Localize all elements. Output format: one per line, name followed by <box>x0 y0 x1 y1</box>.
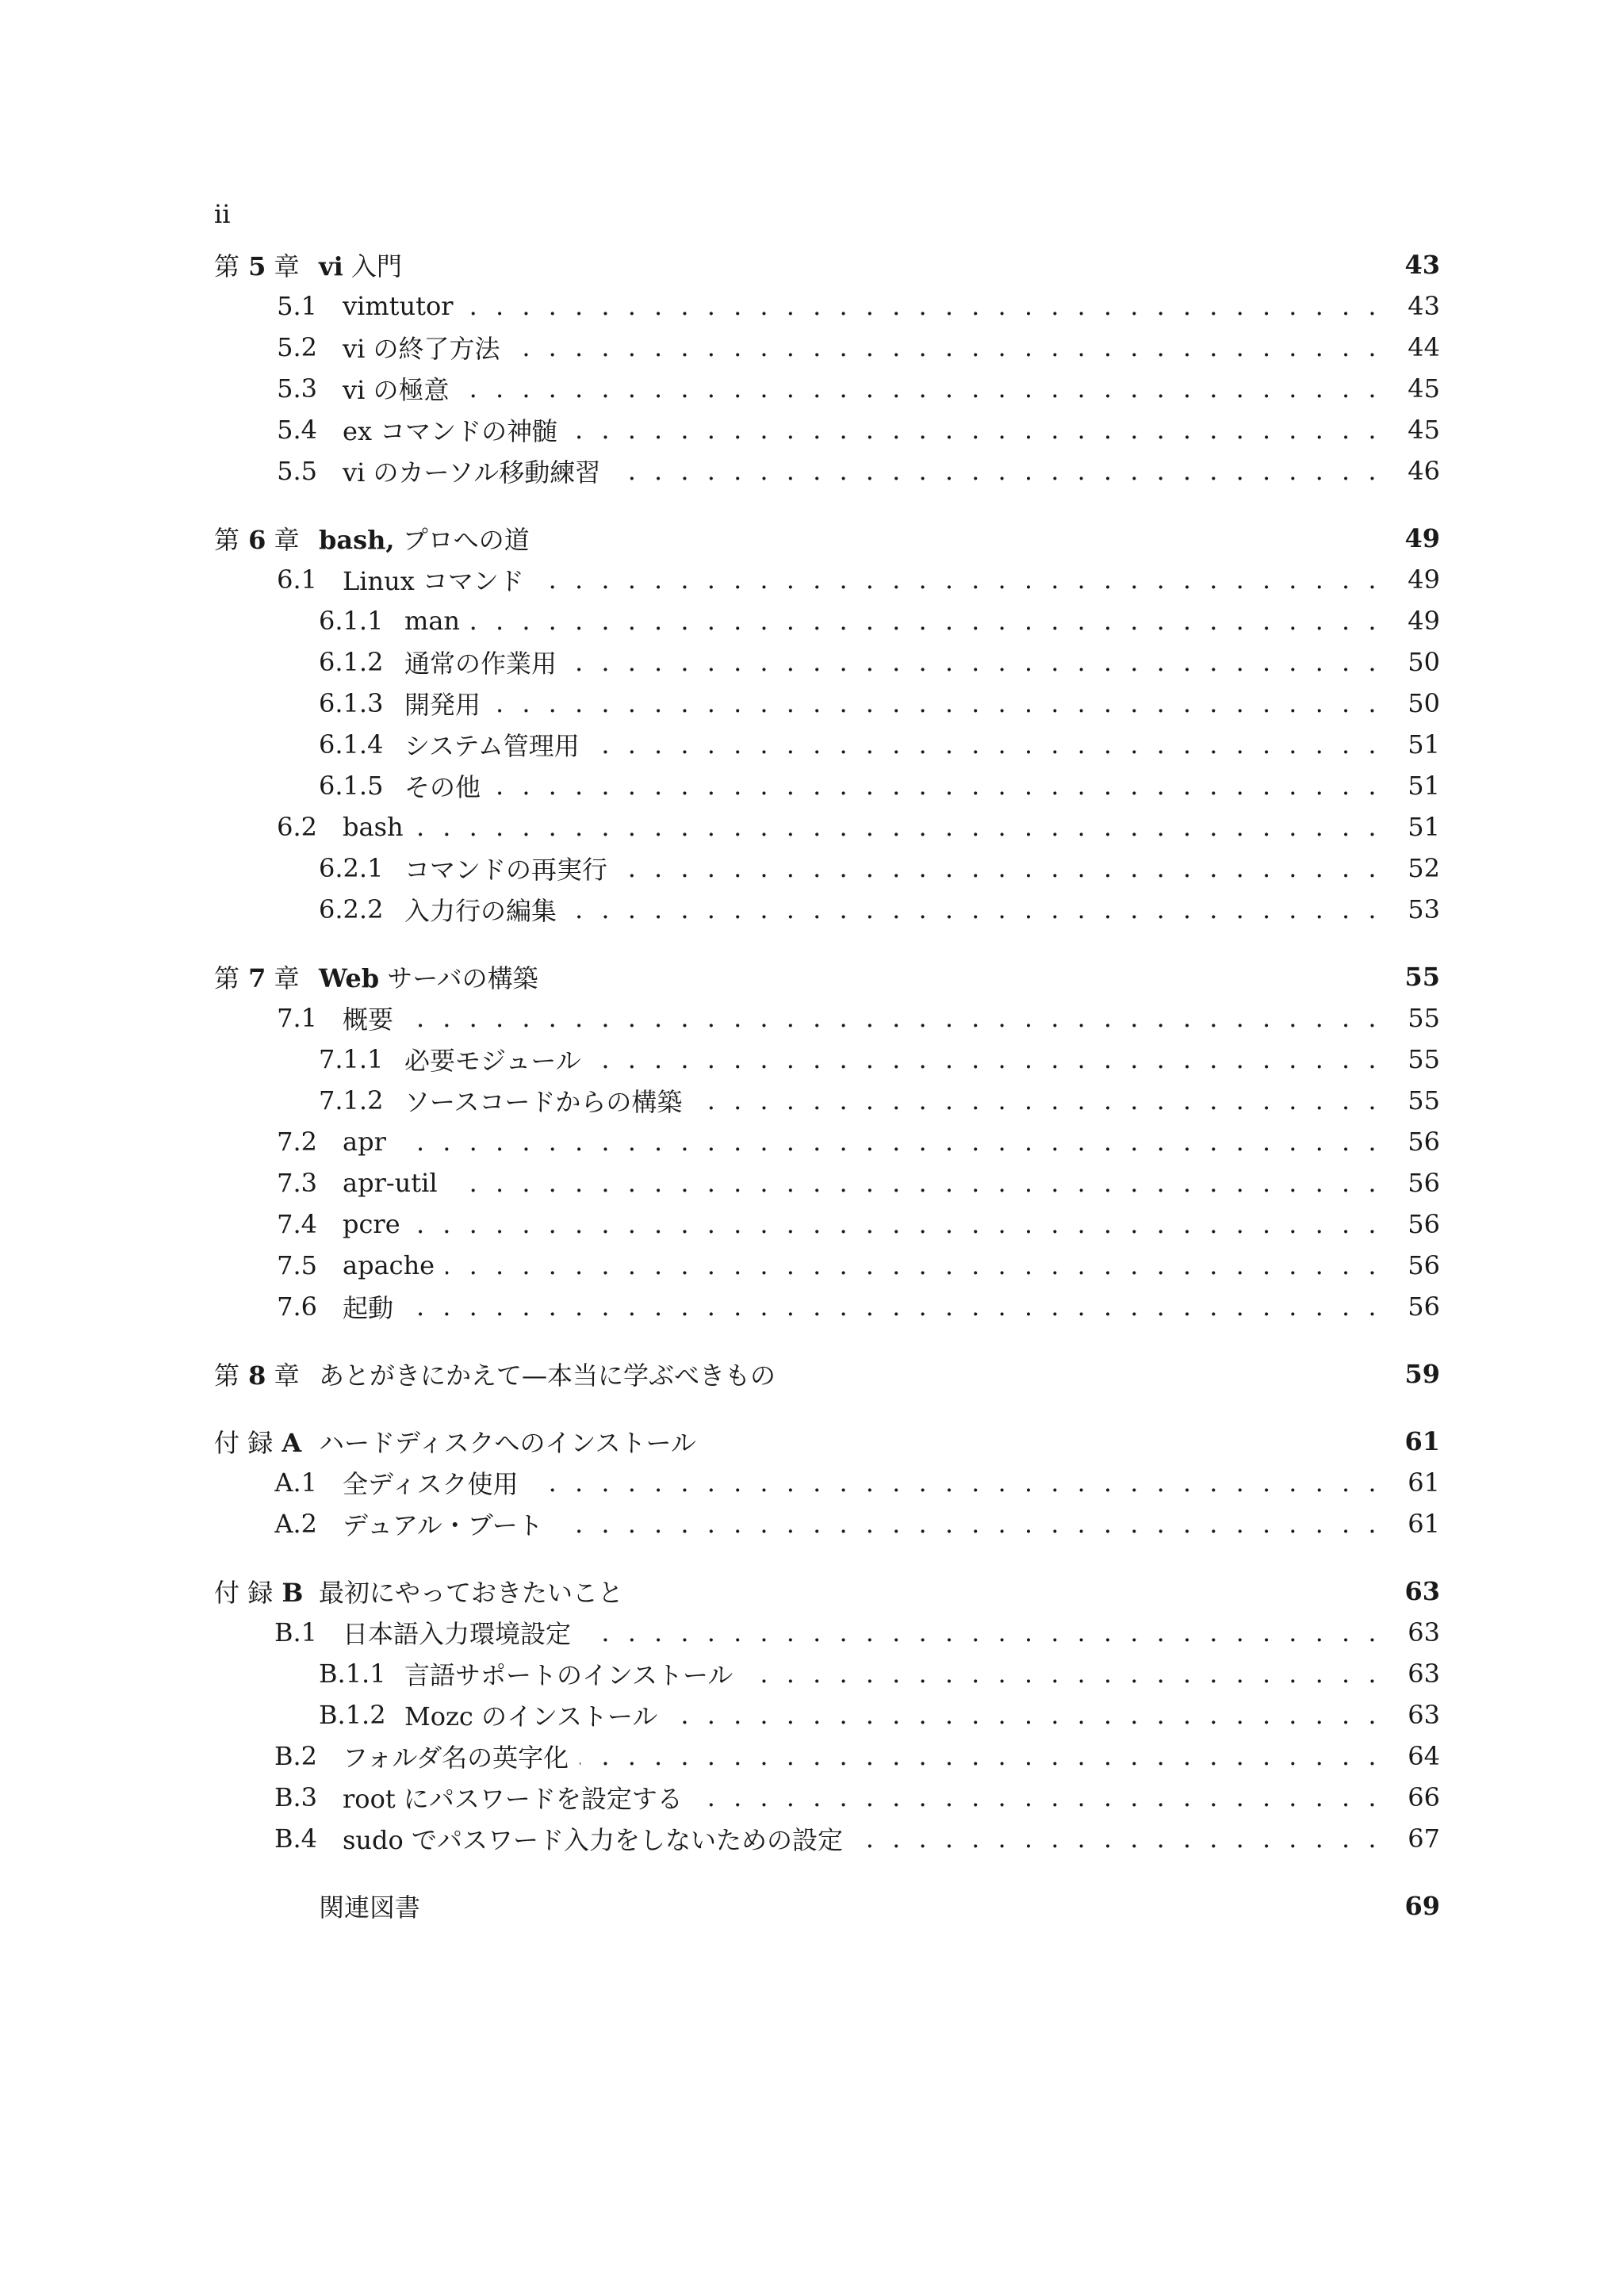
table-of-contents <box>214 244 1440 1927</box>
toc-page-number: 53 <box>1408 894 1440 924</box>
toc-section-row <box>214 1462 1440 1503</box>
toc-leader-dots <box>412 1208 1381 1240</box>
toc-entry-title: フォルダ名の英字化 <box>343 1743 569 1773</box>
toc-entry-title: 日本語入力環境設定 <box>343 1619 572 1649</box>
toc-leader-dots <box>446 1249 1381 1281</box>
toc-page-number: 44 <box>1408 332 1440 362</box>
toc-leader-dots <box>535 564 1381 595</box>
toc-entry-number: 6.1.2 <box>319 647 384 677</box>
toc-entry-number: 7.4 <box>277 1209 317 1239</box>
toc-section-row <box>214 1162 1440 1203</box>
toc-entry-title: vi 入門 <box>319 251 402 281</box>
toc-entry-title: Mozc のインストール <box>404 1701 658 1732</box>
toc-section-row <box>214 997 1440 1039</box>
toc-leader-dots <box>529 1467 1381 1498</box>
toc-page-number: 43 <box>1408 291 1440 321</box>
toc-entry-number: 5.1 <box>277 291 317 321</box>
toc-entry-number: 7.5 <box>277 1250 317 1280</box>
toc-section-row <box>214 559 1440 600</box>
toc-leader-dots <box>554 1508 1381 1540</box>
toc-leader-dots <box>580 1740 1381 1772</box>
toc-page-number: 55 <box>1404 962 1440 992</box>
toc-entry-number: 第 8 章 <box>214 1360 300 1391</box>
toc-entry-number: A.1 <box>274 1468 317 1498</box>
toc-subsection-row <box>214 1080 1440 1121</box>
toc-entry-title: ソースコードからの構築 <box>404 1087 683 1117</box>
toc-entry-number: 7.1 <box>277 1003 317 1033</box>
toc-entry-title: vi の極意 <box>343 375 450 405</box>
toc-page-number: 66 <box>1408 1782 1440 1812</box>
toc-entry-title: sudo でパスワード入力をしないための設定 <box>343 1825 843 1855</box>
toc-page-number: 50 <box>1408 688 1440 718</box>
toc-page-number: 63 <box>1408 1700 1440 1730</box>
toc-leader-dots <box>611 455 1381 487</box>
toc-leader-dots <box>693 1085 1381 1116</box>
toc-entry-number: 第 6 章 <box>214 525 300 555</box>
toc-leader-dots <box>511 331 1382 363</box>
toc-section-row <box>214 1203 1440 1245</box>
toc-section-row <box>214 1503 1440 1544</box>
toc-entry-title: 関連図書 <box>319 1892 421 1923</box>
toc-page-number: 55 <box>1408 1085 1440 1115</box>
toc-section-row <box>214 1735 1440 1777</box>
toc-page-number: 49 <box>1408 606 1440 636</box>
toc-entry-title: コマンドの再実行 <box>404 855 608 885</box>
toc-leader-dots <box>449 1167 1381 1199</box>
toc-leader-dots <box>744 1658 1381 1689</box>
toc-page-number: 49 <box>1404 523 1440 553</box>
toc-page-number: 43 <box>1404 250 1440 280</box>
toc-entry-number: B.2 <box>274 1741 317 1771</box>
toc-entry-title: apr-util <box>343 1168 438 1198</box>
toc-subsection-row <box>214 1694 1440 1735</box>
toc-entry-number: 5.4 <box>277 415 317 445</box>
toc-leader-dots <box>592 1043 1381 1075</box>
toc-section-row <box>214 1818 1440 1859</box>
toc-entry-number: 7.2 <box>277 1127 317 1157</box>
toc-entry-title: bash, プロへの道 <box>319 525 530 555</box>
toc-entry-title: Linux コマンド <box>343 566 524 596</box>
toc-chapter-row <box>214 518 1440 559</box>
toc-page-number: 56 <box>1408 1168 1440 1198</box>
toc-section-row <box>214 1245 1440 1286</box>
toc-leader-dots <box>461 373 1382 404</box>
toc-page-number: 56 <box>1408 1250 1440 1280</box>
toc-subsection-row <box>214 848 1440 889</box>
toc-leader-dots <box>694 1781 1381 1813</box>
toc-entry-number: 6.2 <box>277 812 317 842</box>
toc-page-number: 63 <box>1404 1576 1440 1606</box>
toc-page-number: 61 <box>1404 1426 1440 1456</box>
toc-entry-number: 6.2.2 <box>319 894 384 924</box>
toc-entry-number: 6.1.4 <box>319 729 384 760</box>
toc-leader-dots <box>619 852 1381 884</box>
toc-leader-dots <box>471 605 1381 637</box>
toc-page-number: 61 <box>1408 1468 1440 1498</box>
toc-leader-dots <box>415 811 1381 843</box>
toc-page-number: 45 <box>1408 373 1440 404</box>
toc-entry-number: 6.2.1 <box>319 853 384 883</box>
toc-entry-title: vi の終了方法 <box>343 334 500 364</box>
toc-page-number: 59 <box>1404 1359 1440 1389</box>
toc-section-row <box>214 1286 1440 1327</box>
toc-entry-title: 概要 <box>343 1004 394 1035</box>
page-folio: ii <box>214 199 231 229</box>
toc-entry-title: その他 <box>404 772 481 802</box>
toc-entry-number: 6.1 <box>277 564 317 595</box>
toc-entry-title: 通常の作業用 <box>404 649 557 679</box>
toc-page-number: 56 <box>1408 1127 1440 1157</box>
toc-page-number: 64 <box>1408 1741 1440 1771</box>
toc-entry-title: 必要モジュール <box>404 1046 581 1076</box>
toc-page-number: 50 <box>1408 647 1440 677</box>
toc-entry-title: Web サーバの構築 <box>319 963 538 993</box>
toc-section-row <box>214 409 1440 450</box>
toc-entry-number: 第 5 章 <box>214 251 300 281</box>
toc-entry-title: vimtutor <box>343 291 454 321</box>
toc-leader-dots <box>569 414 1381 446</box>
toc-section-row <box>214 806 1440 848</box>
toc-chapter-row <box>214 1571 1440 1612</box>
toc-entry-title: man <box>404 606 461 636</box>
toc-entry-title: apr <box>343 1127 386 1157</box>
toc-entry-number: B.4 <box>274 1823 317 1854</box>
toc-page-number: 55 <box>1408 1044 1440 1074</box>
toc-entry-number: 7.6 <box>277 1292 317 1322</box>
toc-page-number: 63 <box>1408 1617 1440 1647</box>
toc-page-number: 51 <box>1408 812 1440 842</box>
toc-entry-number: B.1.1 <box>319 1659 386 1689</box>
toc-leader-dots <box>591 729 1381 760</box>
toc-subsection-row <box>214 641 1440 683</box>
toc-entry-title: 入力行の編集 <box>404 896 557 926</box>
toc-leader-dots <box>492 770 1381 802</box>
toc-entry-title: 言語サポートのインストール <box>404 1660 733 1690</box>
toc-section-row <box>214 368 1440 409</box>
toc-entry-number: 7.1.1 <box>319 1044 384 1074</box>
toc-leader-dots <box>568 646 1381 678</box>
toc-entry-number: 7.3 <box>277 1168 317 1198</box>
toc-page-number: 49 <box>1408 564 1440 595</box>
toc-entry-title: デュアル・ブート <box>343 1510 543 1540</box>
toc-section-row <box>214 285 1440 327</box>
toc-section-row <box>214 1612 1440 1653</box>
toc-chapter-row <box>214 956 1440 997</box>
toc-entry-number: 5.3 <box>277 373 317 404</box>
toc-entry-title: ex コマンドの神髄 <box>343 416 558 446</box>
toc-subsection-row <box>214 600 1440 641</box>
toc-chapter-row <box>214 1353 1440 1395</box>
toc-page-number: 52 <box>1408 853 1440 883</box>
toc-subsection-row <box>214 1039 1440 1080</box>
toc-entry-title: pcre <box>343 1209 400 1239</box>
toc-entry-number: B.1 <box>274 1617 317 1647</box>
toc-section-row <box>214 1777 1440 1818</box>
toc-page-number: 45 <box>1408 415 1440 445</box>
toc-entry-title: 開発用 <box>404 690 481 720</box>
toc-entry-number: 7.1.2 <box>319 1085 384 1115</box>
toc-entry-title: root にパスワードを設定する <box>343 1784 683 1814</box>
toc-entry-title: システム管理用 <box>404 731 580 761</box>
toc-entry-number: 付 録 B <box>214 1578 304 1608</box>
toc-entry-number: 第 7 章 <box>214 963 300 993</box>
toc-entry-title: ハードディスクへのインストール <box>319 1428 696 1458</box>
toc-page-number: 51 <box>1408 729 1440 760</box>
toc-entry-title: bash <box>343 812 404 842</box>
toc-leader-dots <box>492 687 1381 719</box>
toc-entry-number: B.1.2 <box>319 1700 386 1730</box>
toc-entry-number: A.2 <box>274 1509 317 1539</box>
toc-subsection-row <box>214 683 1440 724</box>
toc-entry-number: 6.1.1 <box>319 606 384 636</box>
toc-subsection-row <box>214 889 1440 930</box>
toc-page-number: 63 <box>1408 1659 1440 1689</box>
toc-subsection-row <box>214 724 1440 765</box>
toc-section-row <box>214 1121 1440 1162</box>
toc-leader-dots <box>404 1002 1381 1034</box>
toc-entry-number: 5.2 <box>277 332 317 362</box>
toc-leader-dots <box>582 1617 1381 1648</box>
toc-entry-title: vi のカーソル移動練習 <box>343 457 601 488</box>
toc-leader-dots <box>568 894 1381 925</box>
toc-leader-dots <box>465 290 1381 322</box>
toc-entry-title: 全ディスク使用 <box>343 1469 519 1499</box>
toc-chapter-row <box>214 1885 1440 1927</box>
toc-page-number: 56 <box>1408 1209 1440 1239</box>
toc-leader-dots <box>854 1823 1381 1854</box>
toc-leader-dots <box>397 1126 1381 1158</box>
toc-page-number: 55 <box>1408 1003 1440 1033</box>
toc-entry-number: 6.1.5 <box>319 771 384 801</box>
toc-section-row <box>214 450 1440 492</box>
toc-entry-number: B.3 <box>274 1782 317 1812</box>
toc-entry-number: 6.1.3 <box>319 688 384 718</box>
toc-page-number: 61 <box>1408 1509 1440 1539</box>
toc-entry-title: 起動 <box>343 1293 394 1323</box>
toc-leader-dots <box>668 1699 1381 1731</box>
toc-entry-number: 付 録 A <box>214 1428 302 1458</box>
toc-entry-number: 5.5 <box>277 456 317 486</box>
toc-page-number: 51 <box>1408 771 1440 801</box>
toc-subsection-row <box>214 765 1440 806</box>
toc-leader-dots <box>404 1291 1381 1322</box>
toc-page-number: 69 <box>1404 1891 1440 1921</box>
toc-entry-title: apache <box>343 1250 435 1280</box>
toc-entry-title: あとがきにかえて—本当に学ぶべきもの <box>319 1360 776 1391</box>
toc-chapter-row <box>214 244 1440 285</box>
toc-section-row <box>214 327 1440 368</box>
toc-page-number: 67 <box>1408 1823 1440 1854</box>
toc-page-number: 46 <box>1408 456 1440 486</box>
toc-subsection-row <box>214 1653 1440 1694</box>
toc-chapter-row <box>214 1421 1440 1462</box>
toc-page-number: 56 <box>1408 1292 1440 1322</box>
toc-entry-title: 最初にやっておきたいこと <box>319 1578 624 1608</box>
